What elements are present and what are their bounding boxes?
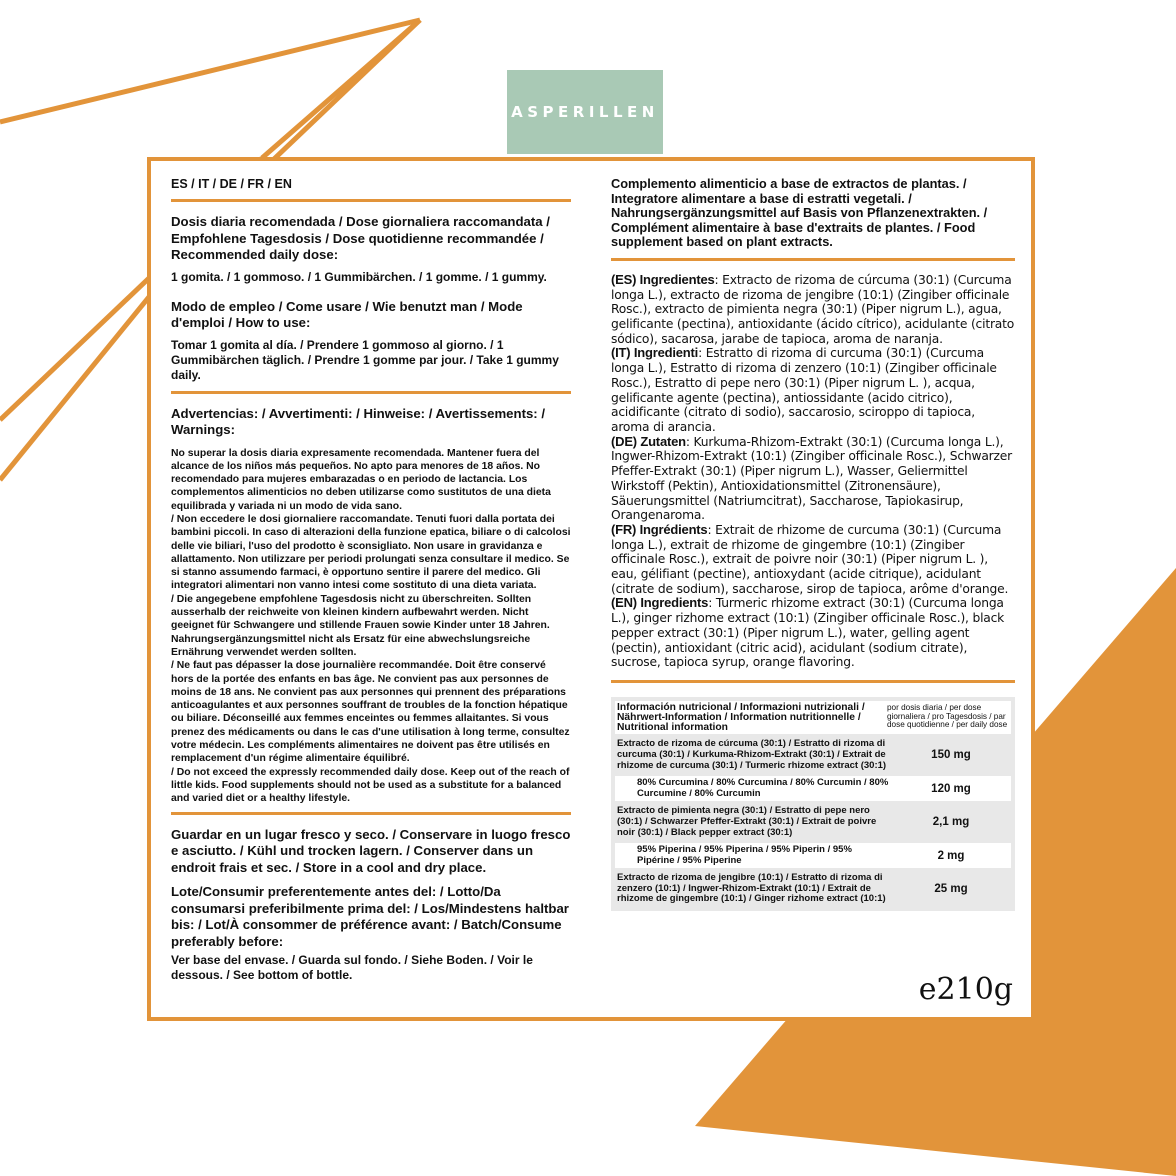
nutrient-value: 2,1 mg [932, 816, 970, 829]
nutrient-value: 25 mg [934, 883, 968, 896]
table-row [615, 737, 1011, 773]
decor-ray [0, 20, 420, 122]
table-row [615, 776, 1011, 801]
ingredients-label: (FR) Ingrédients [611, 521, 708, 537]
warning-es: No superar la dosis diaria expresamente recomendada. Mantener fuera del alcance de los niños más pequeños. No apto para menores de 18 años. No recomendado para mujeres embarazadas o en periodo de lactancia. Los complementos alimenticios no deben utilizarse como sustitutos de una dieta equilibrada y variada ni un modo de vida sano. [171, 447, 551, 512]
table-row [615, 804, 1011, 840]
nutrient-value: 2 mg [937, 849, 965, 862]
net-weight: e210g [918, 972, 1013, 1007]
usage-text: Tomar 1 gomita al día. / Prendere 1 gommoso al giorno. / 1 Gummibärchen täglich. / Prendre 1 gomme par jour. / Take 1 gummy daily. [171, 337, 559, 382]
daily-dose-heading: Dosis diaria recomendada / Dose giornaliera raccomandata / Empfohlene Tagesdosis / Dose quotidienne recommandée / Recommended daily dose: [171, 214, 550, 262]
nutrient-label: 80% Curcumina / 80% Curcumina / 80% Curcumin / 80% Curcumine / 80% Curcumin [637, 777, 889, 799]
daily-dose-text: 1 gomita. / 1 gommoso. / 1 Gummibärchen. / 1 gomme. / 1 gummy. [171, 269, 547, 284]
divider [171, 391, 571, 394]
ingredients-section [611, 273, 1015, 670]
languages-list: ES / IT / DE / FR / EN [171, 177, 292, 191]
brand-logo [507, 70, 663, 154]
warning-en: / Do not exceed the expressly recommended daily dose. Keep out of the reach of little kids. Food supplements should not be used as a substitute for a balanced and varied diet or a healthy lifestyle. [171, 766, 570, 805]
warning-fr: / Ne faut pas dépasser la dose journalière recommandée. Doit être conservé hors de la portée des enfants en bas âge. Ne convient pas aux personnes de moins de 18 ans. Ne convient pas aux personnes qui prennent des préparations anticoagulantes et aux personnes souffrant de troubles de la fonction hépatique ou biliare. Déconseillé aux femmes enceintes ou femmes allaitantes. Si vous prenez des médicaments ou dans le cas d'une utilisation à long terme, consultez votre médecin. Les compléments alimentaires ne doivent pas être utilisés en remplacement d'un régime alimentaire équilibré. [171, 660, 570, 765]
warnings-text [171, 447, 571, 806]
nutrition-header-value: por dosis diaria / per dose giornaliera / pro Tagesdosis / par dose quotidienne / per daily dose [887, 703, 1008, 730]
nutrition-header-label: Información nutricional / Informazioni nutrizionali / Nährwert-Information / Information nutritionnelle / Nutritional information [617, 701, 865, 733]
ingredients-en: (EN) Ingredients: Turmeric rhizome extract (30:1) (Curcuma longa L.), ginger rizhome extract (10:1) (Zingiber officinale Rosc.), black pepper extract (30:1) (Piper nigrum L.), water, gelling agent (pectin), antioxidant (citric acid), acidulant (sodium citrate), sucrose, tapioca syrup, orange flavoring. [611, 595, 1005, 670]
ingredients-de: (DE) Zutaten: Kurkuma-Rhizom-Extrakt (30:1) (Curcuma longa L.), Ingwer-Rhizom-Extrakt (10:1) (Zingiber officinale Rosc.), Schwarzer Pfeffer-Extrakt (30:1) (Piper nigrum L.), Wasser, Geliermittel Wirkstoff (Pektin), Antioxidationsmittel (Zitronensäure), Säuerungsmittel (Natriumcitrat), Saccharose, Tapiokasirup, Orangenaroma. [611, 433, 1013, 523]
left-column [171, 177, 571, 997]
ingredients-label: (EN) Ingredients [611, 595, 709, 611]
divider [171, 199, 571, 202]
table-row [615, 843, 1011, 868]
nutrient-label: Extracto de rizoma de cúrcuma (30:1) / Estratto di rizoma di curcuma (30:1) / Kurkuma-Rhizom-Extrakt (30:1) / Extrait de rhizome de curcuma (30:1) / Turmeric rhizome extract (30:1) [617, 738, 887, 771]
usage-heading: Modo de empleo / Come usare / Wie benutzt man / Mode d'emploi / How to use: [171, 298, 523, 330]
ingredients-es: (ES) Ingredientes: Extracto de rizoma de cúrcuma (30:1) (Curcuma longa L.), extracto de rizoma de jengibre (10:1) (Zingiber officinale Rosc.), extracto de pimienta negra (30:1) (Piper nigrum L.), agua, gelificante (pectina), antioxidante (ácido cítrico), acidulante (citrato sódico), sacarosa, jarabe de tapioca, aroma de naranja. [611, 271, 1015, 346]
ingredients-it: (IT) Ingredienti: Estratto di rizoma di curcuma (30:1) (Curcuma longa L.), Estratto di rizoma di zenzero (10:1) (Zingiber officinale Rosc.), Estratto di pepe nero (30:1) (Piper nigrum L. ), acqua, gelificante agente (pectina), antiossidante (acido citrico), acidificante (citrato di sodio), saccarosio, sciroppo di tapioca, aroma di arancia. [611, 345, 997, 434]
nutrition-header [615, 701, 1011, 734]
product-description: Complemento alimenticio a base de extractos de plantas. / Integratore alimentare a base di estratti vegetali. / Nahrungsergänzungsmittel auf Basis von Pflanzenextrakten. / Complément alimentaire à base d'extraits de plantes. / Food supplement based on plant extracts. [611, 176, 988, 250]
nutrition-table [611, 697, 1015, 911]
nutrient-label: Extracto de rizoma de jengibre (10:1) / Estratto di rizoma di zenzero (10:1) / Ingwer-Rhizom-Extrakt (10:1) / Extrait de rhizome de gingembre (10:1) / Ginger rizhome extract (10:1) [617, 872, 886, 905]
warning-it: / Non eccedere le dosi giornaliere raccomandate. Tenuti fuori dalla portata dei bambini piccoli. In caso di alterazioni della funzione epatica, biliare o di calcolosi delle vie biliari, l'uso del prodotto è sconsigliato. Non usare in gravidanza e allattamento. Non utilizzare per periodi prolungati senza consultare il medico. Se si stanno assumendo farmaci, è opportuno sentire il parere del medico. Gli integratori alimentari non vanno intesi come sostituto di una dieta variata. [171, 513, 571, 592]
divider [171, 812, 571, 815]
ingredients-label: (ES) Ingredientes [611, 271, 715, 287]
storage-text: Guardar en un lugar fresco y seco. / Conservare in luogo fresco e asciutto. / Kühl und trocken lagern. / Conserver dans un endroit frais et sec. / Store in a cool and dry place. [171, 826, 571, 875]
ingredients-label: (IT) Ingredienti [611, 345, 699, 361]
warning-de: / Die angegebene empfohlene Tagesdosis nicht zu überschreiten. Sollten ausserhalb der reichweite von kleinen kindern aufbewahrt werden. Nicht geeignet für Schwangere und stillende Frauen sowie Kinder unter 18 Jahren. Nahrungsergänzungsmittel nicht als Ersatz für eine abwechslungsreiche Ernährung verwendet werden sollten. [171, 593, 550, 658]
nutrient-value: 120 mg [931, 782, 971, 795]
ingredients-label: (DE) Zutaten [611, 433, 686, 449]
divider [611, 680, 1015, 683]
brand-name: ASPERILLEN [511, 103, 659, 121]
batch-heading: Lote/Consumir preferentemente antes del: / Lotto/Da consumarsi preferibilmente prima del: / Los/Mindestens haltbar bis: / Lot/À consommer de préférence avant: / Batch/Consume preferably before: [171, 884, 569, 949]
nutrient-label: 95% Piperina / 95% Piperina / 95% Piperin / 95% Pipérine / 95% Piperine [637, 844, 852, 866]
batch-text: Ver base del envase. / Guarda sul fondo. / Siehe Boden. / Voir le dessous. / See bottom of bottle. [171, 953, 533, 983]
nutrient-label: Extracto de pimienta negra (30:1) / Estratto di pepe nero (30:1) / Schwarzer Pfeffer-Extrakt (30:1) / Extrait de poivre noir (30:1) / Black pepper extract (30:1) [617, 805, 877, 838]
divider [611, 258, 1015, 261]
label-panel [147, 157, 1035, 1021]
ingredients-fr: (FR) Ingrédients: Extrait de rhizome de curcuma (30:1) (Curcuma longa L.), extrait de rhizome de gingembre (10:1) (Zingiber officinale Rosc.), extrait de poivre noir (30:1) (Piper nigrum L. ), eau, gélifiant (pectine), antioxydant (acide citrique), acidulant (citrate de sodium), saccharose, sirop de tapioca, arôme d'orange. [611, 521, 1009, 596]
table-row [615, 871, 1011, 907]
nutrient-value: 150 mg [931, 749, 971, 762]
right-column [611, 177, 1015, 911]
warnings-heading: Advertencias: / Avvertimenti: / Hinweise: / Avertissements: / Warnings: [171, 405, 546, 437]
